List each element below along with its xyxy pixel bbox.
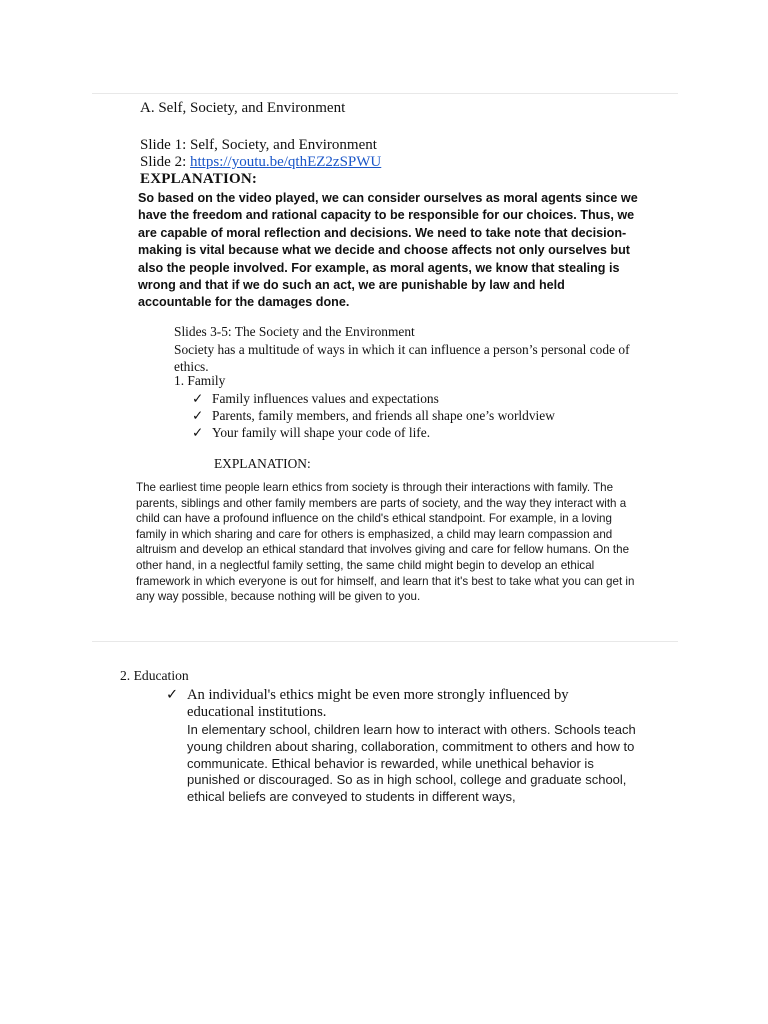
explanation-heading: EXPLANATION: <box>140 171 258 187</box>
slide1-line: Slide 1: Self, Society, and Environment <box>140 137 377 153</box>
check-icon: ✓ <box>192 425 204 440</box>
slides-3-5-heading: Slides 3-5: The Society and the Environment <box>174 324 415 339</box>
list-item-text: Parents, family members, and friends all shape one’s worldview <box>212 408 555 423</box>
education-point <box>166 686 569 704</box>
list-item <box>192 390 555 407</box>
page-top-divider <box>92 93 678 94</box>
family-label: 1. Family <box>174 373 226 388</box>
education-point-line2: educational institutions. <box>187 704 327 720</box>
list-item-text: Your family will shape your code of life. <box>212 425 431 440</box>
check-icon: ✓ <box>166 687 179 703</box>
list-item <box>192 407 555 424</box>
education-paragraph: In elementary school, children learn how to interact with others. Schools teach young children about sharing, collaboration, commitment to others and how to communicate. Ethical behavior is rewarded, while unethical behavior is punished or discouraged. So as in high school, college and graduate school, ethical beliefs are conveyed to students in different ways, <box>187 722 636 805</box>
explanation-paragraph: So based on the video played, we can consider ourselves as moral agents since we have the freedom and rational capacity to be responsible for our choices. Thus, we are capable of moral reflection and decisions. We need to take note that decision-making is vital because what we decide and choose affects not only ourselves but also the people involved. For example, as moral agents, we know that stealing is wrong and that if we do such an act, we are punishable by law and held accountable for the damages done. <box>138 191 638 310</box>
slide2-label: Slide 2: <box>140 154 191 170</box>
video-link[interactable]: https://youtu.be/qthEZ2zSPWU <box>190 154 382 170</box>
family-explanation-paragraph: The earliest time people learn ethics from society is through their interactions with family. The parents, siblings and other family members are parts of society, and the way they interact with a child can have a profound influence on the child's ethical standpoint. For example, in a loving family in which sharing and care for others is emphasized, a child may learn compassion and altruism and develop an ethical standard that involves giving and care for fellow humans. On the other hand, in a neglectful family setting, the same child might begin to develop an ethical framework in which everyone is out for himself, and learn that it's best to take what you can get in any way possible, because nothing will be given to you. <box>136 481 635 604</box>
society-intro: Society has a multitude of ways in which it can influence a person’s personal code of ethics. <box>174 342 630 374</box>
list-item-text: Family influences values and expectations <box>212 391 439 406</box>
section-title: A. Self, Society, and Environment <box>140 100 346 116</box>
education-point-line1: An individual's ethics might be even more strongly influenced by <box>187 687 569 703</box>
family-explanation-heading: EXPLANATION: <box>214 456 311 471</box>
slide2-line <box>140 154 381 171</box>
page-break-divider <box>92 641 678 642</box>
check-icon: ✓ <box>192 408 204 423</box>
education-label: 2. Education <box>120 668 189 683</box>
check-icon: ✓ <box>192 391 204 406</box>
family-points-list <box>192 390 555 441</box>
list-item <box>192 424 555 441</box>
